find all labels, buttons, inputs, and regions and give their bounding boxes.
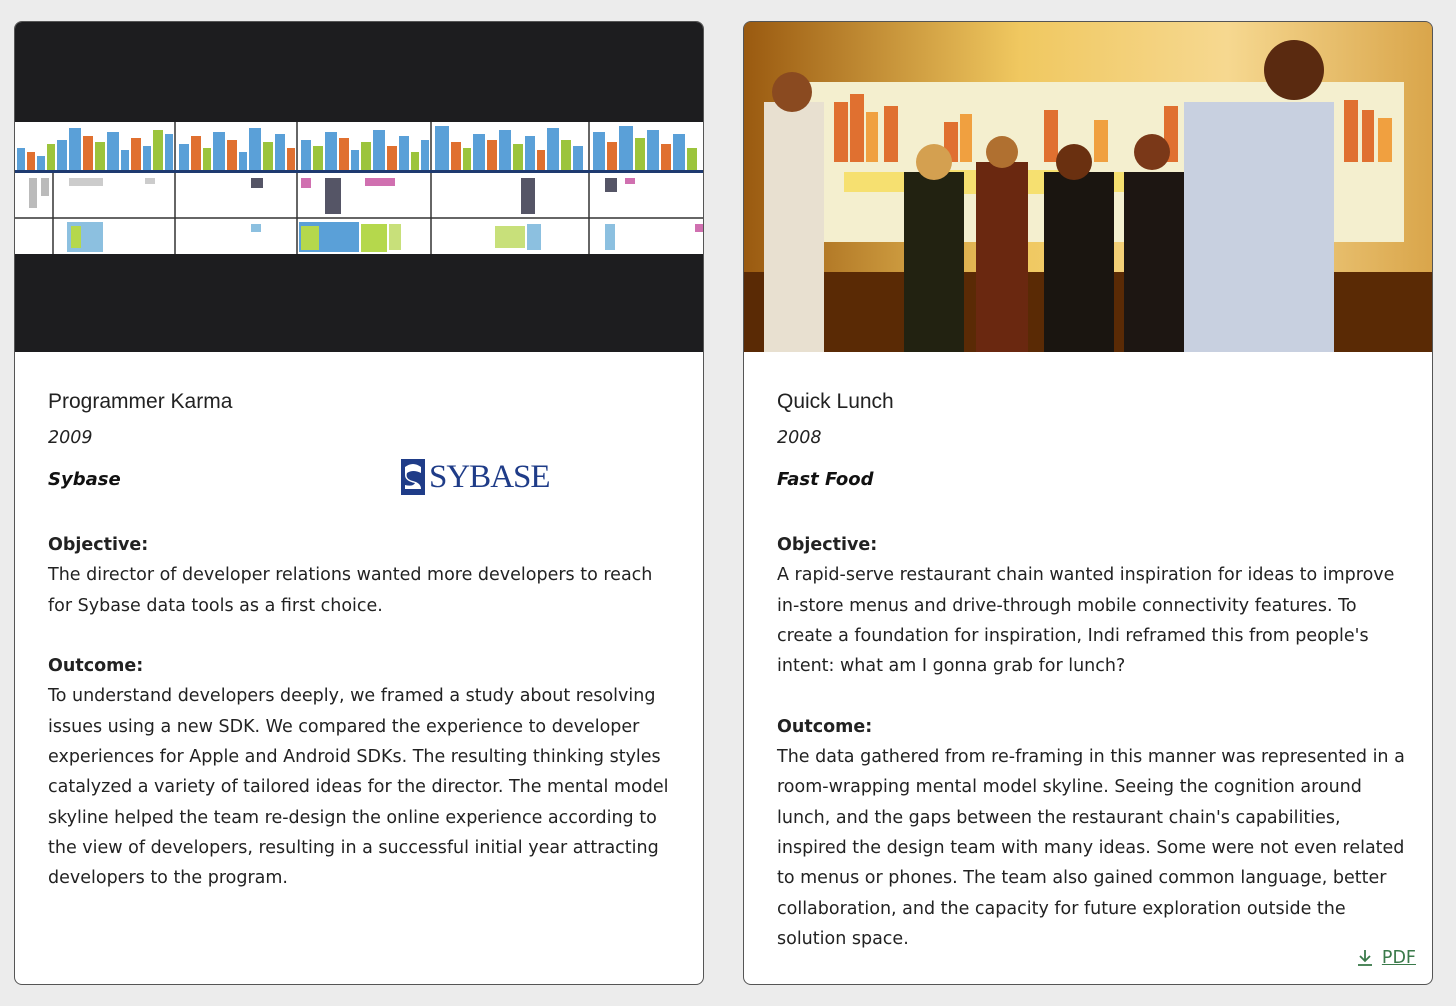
- outcome-label: Outcome:: [48, 656, 144, 677]
- project-client: Sybase: [48, 469, 121, 490]
- project-title: Quick Lunch: [777, 390, 894, 413]
- outcome-label: Outcome:: [777, 716, 873, 737]
- project-year: 2009: [48, 428, 93, 448]
- objective-text: A rapid-serve restaurant chain wanted inspiration for ideas to improve in-store menus and drive-through mobile connectivity features. To create a foundation for inspiration, Indi reframed this from people's intent: what am I gonna grab for lunch?: [777, 565, 1395, 677]
- outcome-text: To understand developers deeply, we framed a study about resolving issues using a new SDK. We compared the experience to developer experiences for Apple and Android SDKs. The resulting thinking styles catalyzed a variety of tailored ideas for the director. The mental model skyline helped the team re-design the online experience according to the view of developers, resulting in a successful initial year attracting developers to the program.: [48, 686, 669, 889]
- mental-model-skyline-image: [15, 22, 704, 352]
- objective-label: Objective:: [48, 535, 149, 555]
- outcome-text: The data gathered from re-framing in this manner was represented in a room-wrapping mental model skyline. Seeing the cognition around lunch, and the gaps between the restaurant chain's capabilities, inspired the design team with many ideas. Some were not even related to menus or phones. The team also gained common language, better collaboration, and the capacity for future exploration outside the solution space.: [777, 747, 1405, 949]
- project-title: Programmer Karma: [48, 390, 233, 413]
- sybase-logo: [401, 458, 550, 496]
- workshop-photo: [744, 22, 1433, 352]
- project-client: Fast Food: [777, 469, 874, 490]
- pdf-label[interactable]: PDF: [1381, 948, 1416, 968]
- download-icon: [1356, 948, 1374, 968]
- pdf-download-link[interactable]: [1356, 948, 1416, 968]
- project-year: 2008: [777, 428, 822, 448]
- sybase-logo-text: SYBASE: [429, 458, 550, 495]
- project-details: [48, 530, 678, 924]
- objective-label: Objective:: [777, 535, 878, 555]
- project-details: [777, 530, 1407, 984]
- objective-text: The director of developer relations wanted more developers to reach for Sybase data tools as a first choice.: [48, 565, 653, 616]
- project-card-quick-lunch: [743, 21, 1433, 985]
- project-card-programmer-karma: [14, 21, 704, 985]
- sybase-logo-mark-icon: [401, 459, 425, 495]
